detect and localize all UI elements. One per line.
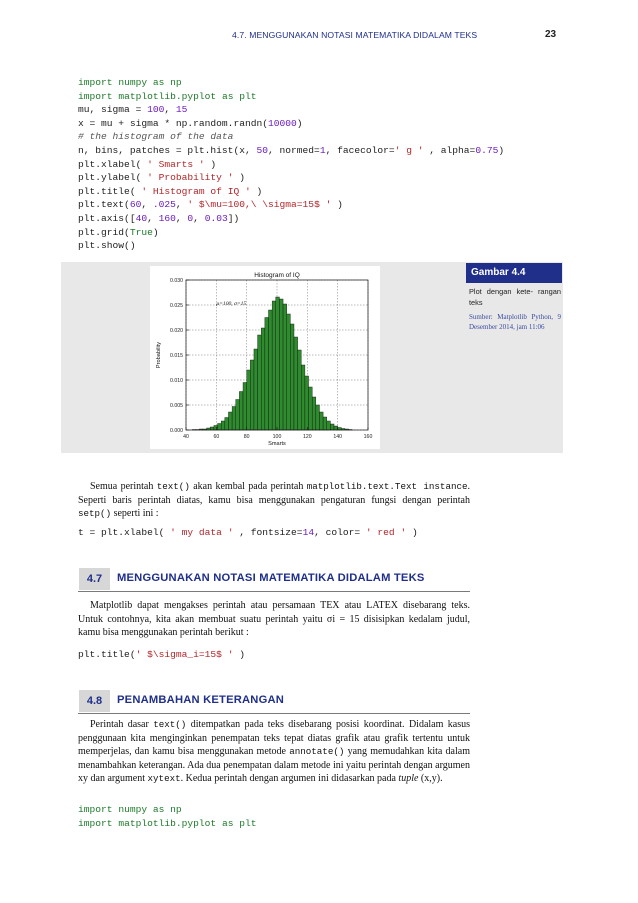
histogram-bar	[221, 421, 225, 430]
paragraph-text-instance	[78, 480, 470, 521]
code-token: 100	[147, 104, 165, 116]
code-token: )	[331, 199, 343, 211]
code-token: plt.show()	[78, 240, 136, 252]
code-token: 60	[129, 199, 142, 211]
chart-annotation: μ=100, σ=15	[216, 301, 247, 307]
code-token: ,	[175, 212, 188, 224]
code-token: import	[78, 804, 113, 815]
histogram-bar	[265, 318, 269, 431]
code-token: n, bins, patches = plt.hist(x,	[78, 144, 257, 156]
paragraph-text: Semua perintah	[90, 481, 157, 492]
code-token: )	[233, 172, 245, 184]
header-title: 4.7. MENGGUNAKAN NOTASI MATEMATIKA DIDALAM TEKS	[232, 30, 478, 40]
histogram-bar	[228, 412, 232, 430]
histogram-bar	[250, 360, 254, 430]
paragraph-text: tuple	[398, 773, 419, 784]
histogram-bar	[327, 421, 331, 430]
code-token: matplotlib.pyplot	[118, 817, 217, 829]
code-token: 50	[256, 144, 268, 156]
code-token: numpy	[118, 804, 148, 815]
histogram-bar	[334, 426, 338, 430]
histogram-bar	[298, 350, 302, 430]
paragraph-text: yang memudahkan kita dalam menambahkan keterangan. Ada dua penempatan dalam metode ini yaitu perintah dengan argumen xy dan argument	[78, 746, 470, 784]
inline-code: annotate()	[289, 746, 345, 757]
code-token: np	[170, 804, 182, 815]
code-token: ' g '	[394, 144, 424, 156]
code-line	[78, 90, 504, 104]
histogram-bar	[218, 424, 222, 431]
code-token: , fontsize=	[233, 527, 303, 538]
code-token: plt	[239, 817, 257, 829]
code-token: ,	[147, 212, 159, 224]
code-token: np	[170, 77, 182, 88]
code-token: , facecolor=	[325, 144, 395, 156]
code-token: import	[78, 90, 113, 102]
paragraph-text: . Seperti baris perintah diatas, kamu bisa menggunakan pengaturan fungsi dengan perintah	[78, 481, 470, 506]
code-token: ,	[164, 104, 176, 116]
histogram-bar	[283, 304, 287, 430]
paragraph-text: Perintah dasar	[90, 719, 154, 730]
code-token: ' Histogram of IQ '	[141, 185, 251, 197]
code-token: plt.axis([	[78, 212, 136, 224]
code-block-imports	[78, 803, 257, 830]
paragraph-math-notation	[78, 599, 470, 640]
paragraph-text: Matplotlib dapat mengakses perintah atau persamaan TEX atau LATEX disebarang teks. Untuk contohnya, kita akan membuat suatu perintah yaitu σi = 15 disisipkan kedalam judul, kamu bisa menggunakan perintah berikut :	[78, 600, 470, 638]
histogram-bar	[243, 383, 247, 431]
code-token: ' $\sigma_i=15$ '	[135, 649, 234, 660]
code-token: ,	[141, 199, 153, 211]
histogram-bar	[247, 370, 251, 430]
code-token: plt.title(	[78, 649, 136, 660]
x-tick-label: 160	[363, 434, 373, 440]
code-token: 160	[158, 212, 176, 224]
code-token: ])	[227, 212, 240, 224]
code-token: # the histogram of the data	[78, 131, 234, 143]
histogram-bar	[323, 417, 327, 430]
code-token: 10000	[268, 117, 297, 129]
paragraph-annotate	[78, 718, 470, 786]
code-token: as	[152, 77, 165, 88]
code-line	[78, 185, 504, 199]
code-token: plt.xlabel(	[78, 158, 148, 170]
running-header	[0, 30, 638, 46]
histogram-bar	[309, 387, 313, 430]
inline-code: xytext	[147, 773, 181, 784]
section-number: 4.7	[79, 568, 110, 590]
code-token: t = plt.xlabel(	[78, 527, 171, 538]
y-tick-label: 0.030	[170, 277, 183, 284]
histogram-bar	[312, 397, 316, 430]
code-line	[78, 648, 245, 662]
code-token: x = mu + sigma * np.random.randn(	[78, 117, 268, 129]
code-block-title	[78, 648, 245, 662]
code-token: , color=	[314, 527, 366, 538]
code-token: plt.title(	[78, 185, 142, 197]
code-token: ' red '	[365, 527, 407, 538]
y-tick-label: 0.020	[170, 327, 183, 334]
code-line	[78, 130, 504, 144]
code-token: )	[296, 117, 303, 129]
code-token: True	[129, 226, 153, 238]
inline-code: setp()	[78, 508, 112, 519]
code-token: , alpha=	[423, 144, 476, 156]
y-tick-label: 0.010	[170, 377, 183, 384]
code-line	[78, 198, 504, 212]
code-token: )	[250, 185, 263, 197]
code-token: ' my data '	[170, 527, 234, 538]
y-tick-label: 0.025	[170, 302, 183, 309]
histogram-bar	[287, 314, 291, 430]
code-token: , normed=	[268, 144, 320, 156]
code-token: 15	[175, 104, 188, 116]
y-tick-label: 0.000	[170, 427, 183, 434]
code-line	[78, 144, 504, 158]
code-line	[78, 526, 418, 540]
histogram-svg	[150, 266, 380, 449]
figure-source: Sumber: Matplotlib Python, 9 Desember 2014, jam 11:06	[469, 313, 561, 331]
code-block-histogram	[78, 76, 504, 253]
histogram-bar	[290, 324, 294, 430]
histogram-bar	[254, 349, 258, 430]
section-rule	[78, 591, 470, 592]
histogram-bar	[330, 424, 334, 430]
histogram-bar	[269, 310, 273, 430]
inline-code: text()	[153, 719, 187, 730]
histogram-bar	[210, 427, 214, 430]
code-token: plt.grid(	[78, 226, 130, 238]
code-line	[78, 158, 504, 172]
x-tick-label: 80	[243, 434, 250, 440]
code-token: ' Smarts '	[147, 158, 205, 170]
histogram-bar	[316, 405, 320, 430]
code-token: )	[152, 226, 159, 238]
code-block-xlabel	[78, 526, 418, 540]
code-token: 1	[319, 144, 326, 156]
code-token: 0	[187, 212, 194, 224]
code-token: mu, sigma =	[78, 104, 148, 116]
histogram-bar	[258, 335, 262, 430]
histogram-bar	[305, 376, 309, 430]
histogram-bar	[301, 365, 305, 430]
code-line	[78, 171, 504, 185]
inline-code: matplotlib.text.Text instance	[306, 481, 468, 492]
histogram-bar	[319, 412, 323, 430]
histogram-bar	[279, 299, 283, 430]
code-token: plt.text(	[78, 199, 130, 211]
histogram-bar	[236, 400, 240, 431]
code-line	[78, 803, 257, 817]
histogram-bar	[261, 328, 265, 430]
code-token: )	[233, 649, 245, 660]
figure-caption: Plot dengan kete- rangan teks	[469, 287, 561, 307]
y-tick-label: 0.005	[170, 402, 183, 409]
code-token: as	[221, 817, 234, 829]
x-axis-label: Smarts	[268, 441, 286, 447]
paragraph-text: (x,y).	[418, 773, 443, 784]
histogram-chart	[150, 266, 380, 449]
code-token: 14	[302, 527, 315, 538]
code-token: 0.75	[475, 144, 499, 156]
inline-code: text()	[156, 481, 190, 492]
histogram-bar	[214, 426, 218, 431]
paragraph-text: akan kembal pada perintah	[189, 481, 307, 492]
histogram-bar	[294, 337, 298, 430]
code-token: 40	[135, 212, 148, 224]
code-token: plt	[239, 90, 257, 102]
code-token: ' $\mu=100,\ \sigma=15$ '	[187, 199, 332, 211]
section-rule	[78, 713, 470, 714]
code-token: import	[78, 817, 113, 829]
page-number: 23	[545, 29, 557, 40]
code-token: import	[78, 77, 113, 88]
code-line	[78, 117, 504, 131]
y-tick-label: 0.015	[170, 352, 183, 359]
histogram-bar	[338, 428, 342, 431]
histogram-bar	[232, 407, 236, 431]
code-line	[78, 226, 504, 240]
x-tick-label: 40	[183, 434, 189, 440]
x-tick-label: 60	[213, 434, 220, 440]
histogram-bar	[225, 418, 229, 431]
code-token: )	[204, 158, 217, 170]
code-line	[78, 103, 504, 117]
code-line	[78, 239, 504, 253]
code-token: ,	[193, 212, 205, 224]
code-line	[78, 212, 504, 226]
histogram-bar	[276, 297, 280, 430]
section-number: 4.8	[79, 690, 110, 712]
x-tick-label: 100	[272, 434, 282, 440]
section-title: PENAMBAHAN KETERANGAN	[117, 694, 285, 706]
code-token: ,	[175, 199, 188, 211]
histogram-bar	[239, 392, 243, 431]
x-tick-label: 120	[303, 434, 312, 440]
code-token: )	[498, 144, 505, 156]
histogram-bar	[272, 301, 276, 430]
code-token: as	[152, 804, 165, 815]
paragraph-text: seperti ini :	[111, 508, 159, 519]
code-line	[78, 817, 257, 831]
code-token: plt.ylabel(	[78, 172, 148, 184]
code-token: matplotlib.pyplot	[118, 90, 217, 102]
paragraph-text: . Kedua perintah dengan argumen ini didasarkan pada	[180, 773, 399, 784]
paragraph-text: ditempatkan pada teks disebarang posisi koordinat. Didalam kasus penggunaan kita menginginkan penempatan teks tepat diatas grafik atau grafik tertentu untuk memperjelas, dan kamu bisa menggunakan metode	[78, 719, 470, 757]
chart-title: Histogram of IQ	[254, 272, 300, 279]
code-token: 0.03	[204, 212, 228, 224]
code-token: as	[221, 90, 234, 102]
code-token: ' Probability '	[147, 172, 234, 184]
y-axis-label: Probability	[156, 341, 162, 369]
section-title: MENGGUNAKAN NOTASI MATEMATIKA DIDALAM TEKS	[117, 572, 425, 584]
figure-label: Gambar 4.4	[466, 263, 562, 283]
x-tick-label: 140	[333, 434, 342, 440]
code-token: numpy	[118, 77, 148, 88]
code-line	[78, 76, 504, 90]
code-token: .025	[152, 199, 176, 211]
code-token: )	[406, 527, 418, 538]
